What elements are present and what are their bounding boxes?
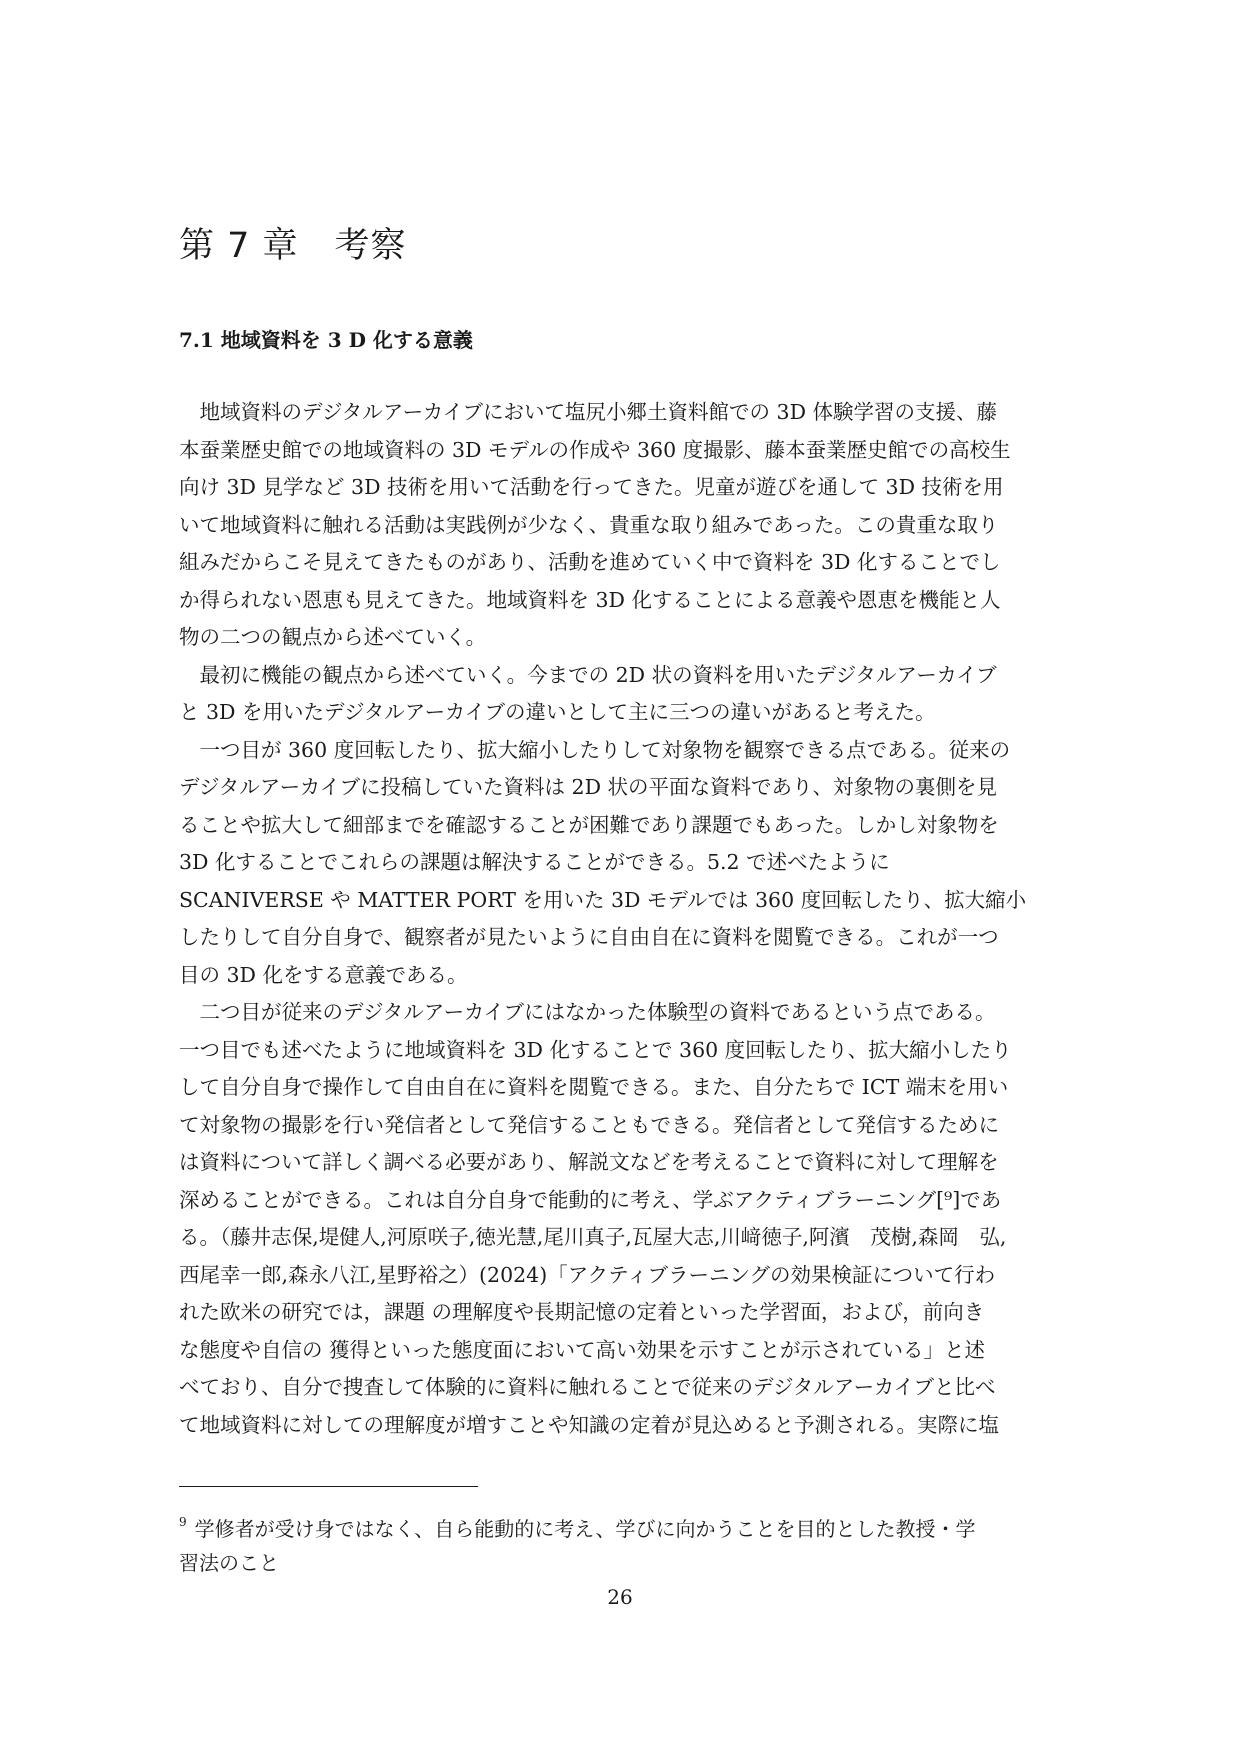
body-line: いて地域資料に触れる活動は実践例が少なく、貴重な取り組みであった。この貴重な取り (179, 512, 999, 537)
body-line: 組みだからこそ見えてきたものがあり、活動を進めていく中で資料を 3D 化することでし (179, 550, 1001, 574)
body-line: 向け 3D 見学など 3D 技術を用いて活動を行ってきた。児童が遊びを通して 3D 技術を用 (179, 475, 1004, 499)
footnote-text: 学修者が受け身ではなく、自ら能動的に考え、学びに向かうことを目的とした教授・学 (194, 1517, 976, 1541)
body-text (179, 394, 1059, 1444)
footnote-line (179, 1512, 1059, 1546)
body-line: て対象物の撮影を行い発信者として発信することもできる。発信者として発信するために (179, 1112, 999, 1137)
body-line: 地域資料のデジタルアーカイブにおいて塩尻小郷土資料館での 3D 体験学習の支援、藤 (179, 400, 998, 424)
footnote-line: 習法のこと (179, 1551, 279, 1575)
body-line: ることや拡大して細部までを確認することが困難であり課題でもあった。しかし対象物を (179, 812, 999, 837)
body-line: 一つ目でも述べたように地域資料を 3D 化することで 360 度回転したり、拡大縮小したり (179, 1037, 1012, 1062)
body-line: る。（藤井志保,堤健人,河原咲子,徳光慧,尾川真子,瓦屋大志,川﨑徳子,阿濱 茂樹,森岡 弘, (179, 1225, 1007, 1249)
section-title: 7.1 地域資料を 3 D 化する意義 (179, 328, 473, 352)
body-line: て地域資料に対しての理解度が増すことや知識の定着が見込めると予測される。実際に塩 (179, 1412, 999, 1437)
body-line: な態度や自信の 獲得といった態度面において高い効果を示すことが示されている」と述 (179, 1337, 986, 1362)
body-line: 本蚕業歴史館での地域資料の 3D モデルの作成や 360 度撮影、藤本蚕業歴史館での高校生 (179, 437, 1011, 462)
body-line: SCANIVERSE や MATTER PORT を用いた 3D モデルでは 360 度回転したり、拡大縮小 (179, 887, 1027, 912)
body-line: デジタルアーカイブに投稿していた資料は 2D 状の平面な資料であり、対象物の裏側を見 (179, 775, 998, 799)
body-line: 西尾幸一郎,森永八江,星野裕之）(2024)「アクティブラーニングの効果検証について行わ (179, 1262, 996, 1287)
chapter-title: 第 7 章 考察 (179, 226, 407, 266)
body-line: れた欧米の研究では，課題 の理解度や長期記憶の定着といった学習面，および，前向き (179, 1300, 985, 1324)
body-line: して自分自身で操作して自由自在に資料を閲覧できる。また、自分たちで ICT 端末を用い (179, 1075, 1009, 1099)
footnote (179, 1512, 1059, 1580)
page-number: 26 (607, 1585, 633, 1609)
body-line: は資料について詳しく調べる必要があり、解説文などを考えることで資料に対して理解を (179, 1150, 999, 1174)
body-line: 最初に機能の観点から述べていく。今までの 2D 状の資料を用いたデジタルアーカイブ (179, 662, 997, 687)
body-line: 深めることができる。これは自分自身で能動的に考え、学ぶアクティブラーニング[⁹]であ (179, 1187, 1002, 1212)
body-line: 物の二つの観点から述べていく。 (179, 625, 487, 649)
footnote-divider (179, 1486, 478, 1487)
body-line: か得られない恩恵も見えてきた。地域資料を 3D 化することによる意義や恩恵を機能と人 (179, 587, 1001, 612)
body-line: 二つ目が従来のデジタルアーカイブにはなかった体験型の資料であるという点である。 (179, 1000, 996, 1024)
body-line: したりして自分自身で、観察者が見たいように自由自在に資料を閲覧できる。これが一つ (179, 925, 999, 949)
body-line: 一つ目が 360 度回転したり、拡大縮小したりして対象物を観察できる点である。従来の (179, 737, 1011, 762)
footnote-mark: 9 (179, 1515, 187, 1529)
body-line: 3D 化することでこれらの課題は解決することができる。5.2 で述べたように (179, 850, 890, 874)
body-line: と 3D を用いたデジタルアーカイブの違いとして主に三つの違いがあると考えた。 (179, 700, 936, 724)
body-line: 目の 3D 化をする意義である。 (179, 962, 468, 987)
body-line: べており、自分で捜査して体験的に資料に触れることで従来のデジタルアーカイブと比べ (179, 1375, 996, 1399)
